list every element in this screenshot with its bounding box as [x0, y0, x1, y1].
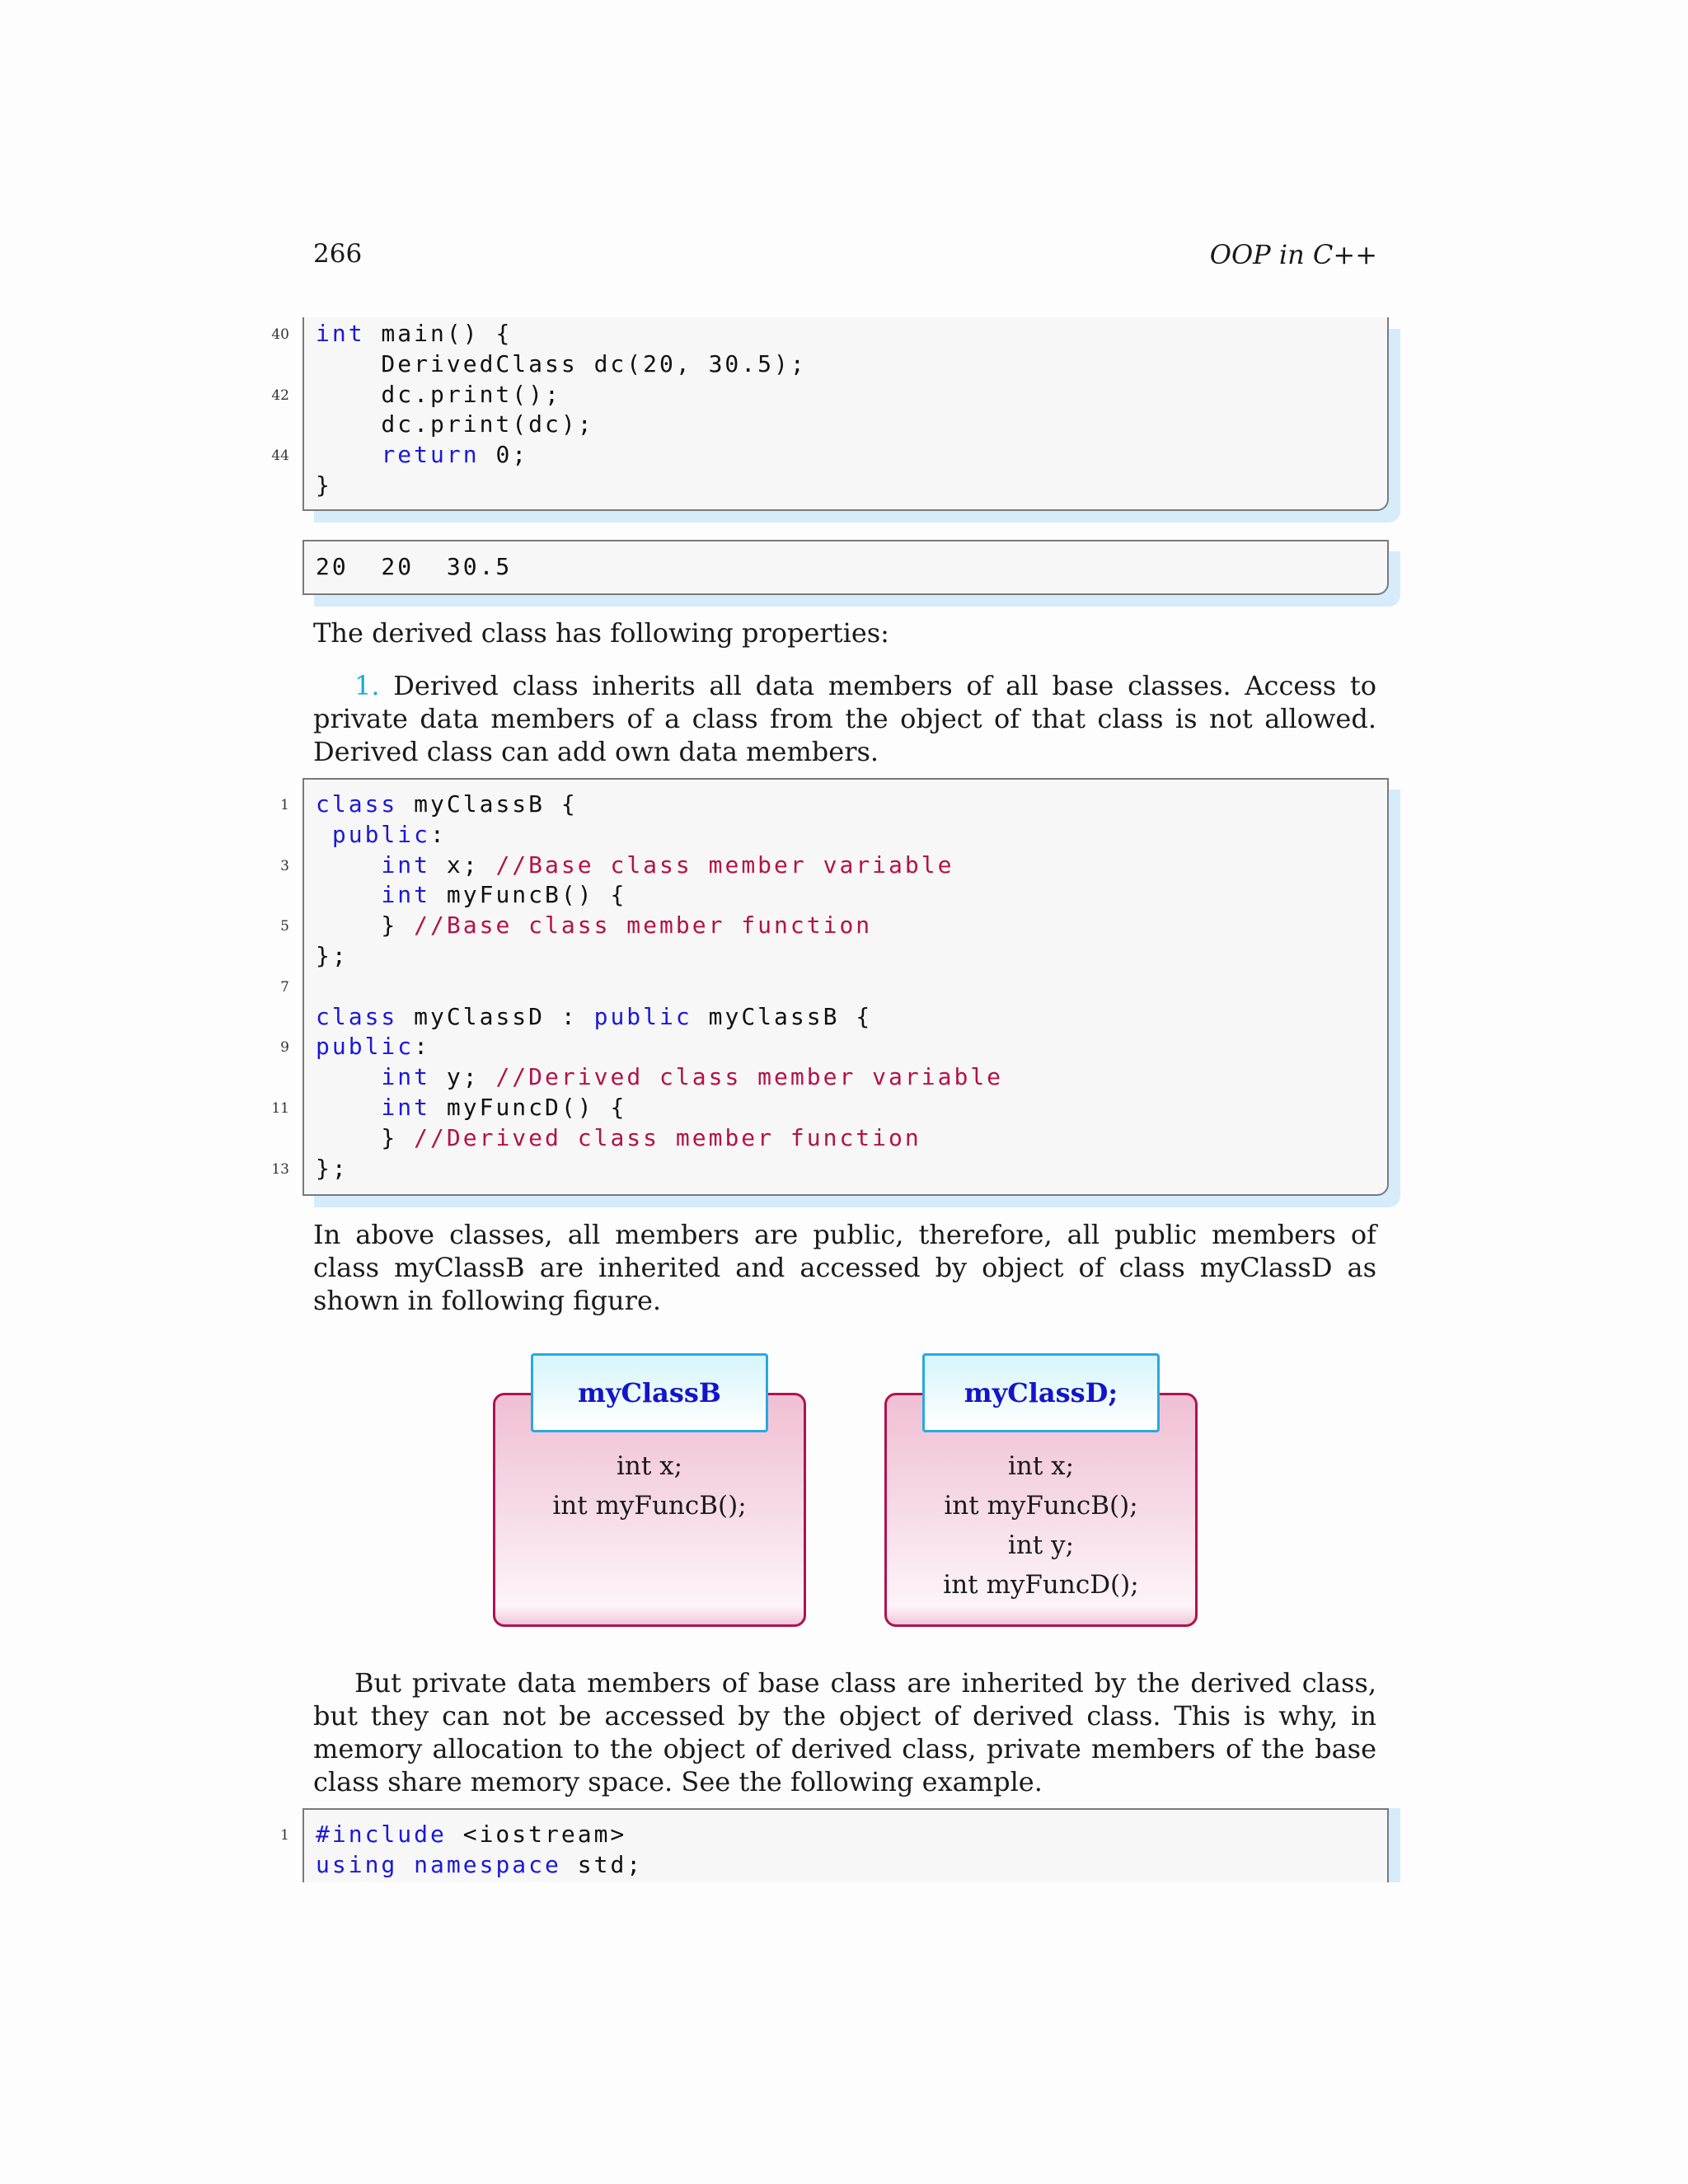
code-keyword: int [381, 1063, 431, 1091]
list-item-1 [313, 669, 1376, 768]
line-number: 7 [280, 978, 289, 996]
code-line [316, 1153, 349, 1183]
line-number: 5 [280, 918, 289, 935]
member-x: int x; [616, 1451, 683, 1481]
code-keyword: class [316, 790, 398, 818]
code-keyword: #include [316, 1821, 447, 1848]
code-line [316, 1122, 921, 1153]
member-myFuncD: int myFuncD(); [943, 1570, 1139, 1600]
code-text [316, 1094, 381, 1121]
code-comment: //Derived class member function [414, 1123, 921, 1151]
code-line [316, 1092, 626, 1122]
page-number: 266 [313, 239, 363, 269]
member-y: int y; [1007, 1530, 1075, 1560]
code-text: dc.print(dc); [316, 410, 594, 438]
running-title: OOP in C++ [1209, 239, 1377, 270]
code-text: : [430, 820, 447, 848]
code-text: } [316, 1123, 415, 1151]
paragraph-inheritance: In above classes, all members are public, therefore, all public members of class myClassB are inherited and accessed by object of class myClassD as shown in following figure. [313, 1219, 1376, 1316]
paragraph-properties-intro: The derived class has following properties: [313, 617, 889, 649]
code-keyword: public [316, 1033, 415, 1061]
code-line [316, 940, 349, 971]
code-text: : [414, 1033, 431, 1061]
line-number: 11 [271, 1100, 289, 1117]
code-line [316, 850, 954, 880]
code-text: myClassB { [692, 1002, 873, 1030]
output-box [302, 540, 1389, 595]
code-text [397, 1851, 414, 1878]
code-line [316, 1062, 1003, 1092]
code-text: std; [560, 1850, 644, 1878]
code-comment: //Base class member variable [495, 851, 954, 879]
line-number: 9 [280, 1039, 289, 1057]
code-keyword: int [381, 881, 431, 909]
paragraph-private-members: But private data members of base class are inherited by the derived class, but they can not be accessed by the object of derived class. This is why, in memory allocation to the object of derived class, private members of the base class share memory space. See the following example. [313, 1667, 1376, 1797]
code-text: 0; [479, 441, 529, 469]
code-line [316, 1819, 626, 1849]
code-text [316, 851, 381, 879]
code-keyword: public [331, 820, 431, 848]
member-myFuncB: int myFuncB(); [944, 1491, 1138, 1521]
member-myFuncB: int myFuncB(); [552, 1491, 747, 1521]
code-text: y; [430, 1063, 496, 1091]
line-number: 1 [280, 1827, 289, 1844]
list-item-text: Derived class inherits all data members of all base classes. Access to private data members of a class from the object of that class is not allowed. Derived class can add own data members. [313, 670, 1377, 767]
code-keyword: int [316, 320, 365, 347]
line-number: 3 [280, 857, 289, 874]
code-comment: //Derived class member variable [495, 1063, 1004, 1091]
class-title-myClassB: myClassB [531, 1353, 768, 1432]
code-keyword: class [316, 1002, 398, 1030]
code-keyword: return [381, 441, 480, 469]
code-text: myFuncD() { [430, 1094, 627, 1121]
code-text: main() { [364, 320, 513, 347]
code-text: } [316, 912, 415, 940]
code-line [316, 1849, 643, 1880]
code-keyword: public [593, 1002, 692, 1030]
code-line [316, 819, 447, 850]
code-keyword: namespace [414, 1850, 561, 1878]
code-listing-example [280, 1808, 1389, 1882]
code-text: dc.print(); [316, 380, 561, 408]
code-text: }; [316, 1154, 349, 1182]
line-number: 42 [271, 387, 289, 404]
code-line [316, 879, 626, 910]
code-line [316, 1031, 430, 1062]
list-number: 1. [354, 670, 380, 701]
code-text [316, 881, 381, 908]
code-text: myClassB { [397, 790, 578, 818]
code-line [316, 439, 528, 470]
code-text: x; [430, 851, 496, 879]
code-line [316, 409, 594, 439]
line-number: 44 [271, 448, 289, 465]
code-text [316, 1063, 381, 1090]
code-text: <iostream> [446, 1821, 627, 1848]
line-number: 1 [280, 797, 289, 813]
line-number: 13 [271, 1160, 289, 1178]
code-text: } [316, 471, 332, 499]
code-listing-classes [271, 778, 1389, 1196]
code-line [316, 318, 512, 349]
code-line [316, 470, 332, 500]
code-line [316, 349, 807, 379]
code-line [316, 789, 578, 819]
line-number: 40 [271, 326, 289, 343]
code-keyword: using [316, 1850, 398, 1878]
code-comment: //Base class member function [414, 912, 873, 940]
code-keyword: int [381, 851, 431, 879]
code-line [316, 1001, 872, 1032]
class-title-myClassD: myClassD; [922, 1353, 1160, 1432]
code-text: }; [316, 942, 349, 969]
code-line [316, 910, 872, 940]
member-x: int x; [1007, 1451, 1075, 1481]
code-text: DerivedClass dc(20, 30.5); [316, 349, 807, 377]
code-text [316, 821, 332, 848]
code-line [316, 379, 561, 410]
code-listing-main [271, 317, 1389, 511]
code-keyword: int [381, 1094, 431, 1121]
code-text: myClassD : [397, 1002, 594, 1030]
code-text [316, 441, 381, 468]
output-text: 20 20 30.5 [316, 553, 513, 580]
code-text: myFuncB() { [430, 881, 627, 909]
